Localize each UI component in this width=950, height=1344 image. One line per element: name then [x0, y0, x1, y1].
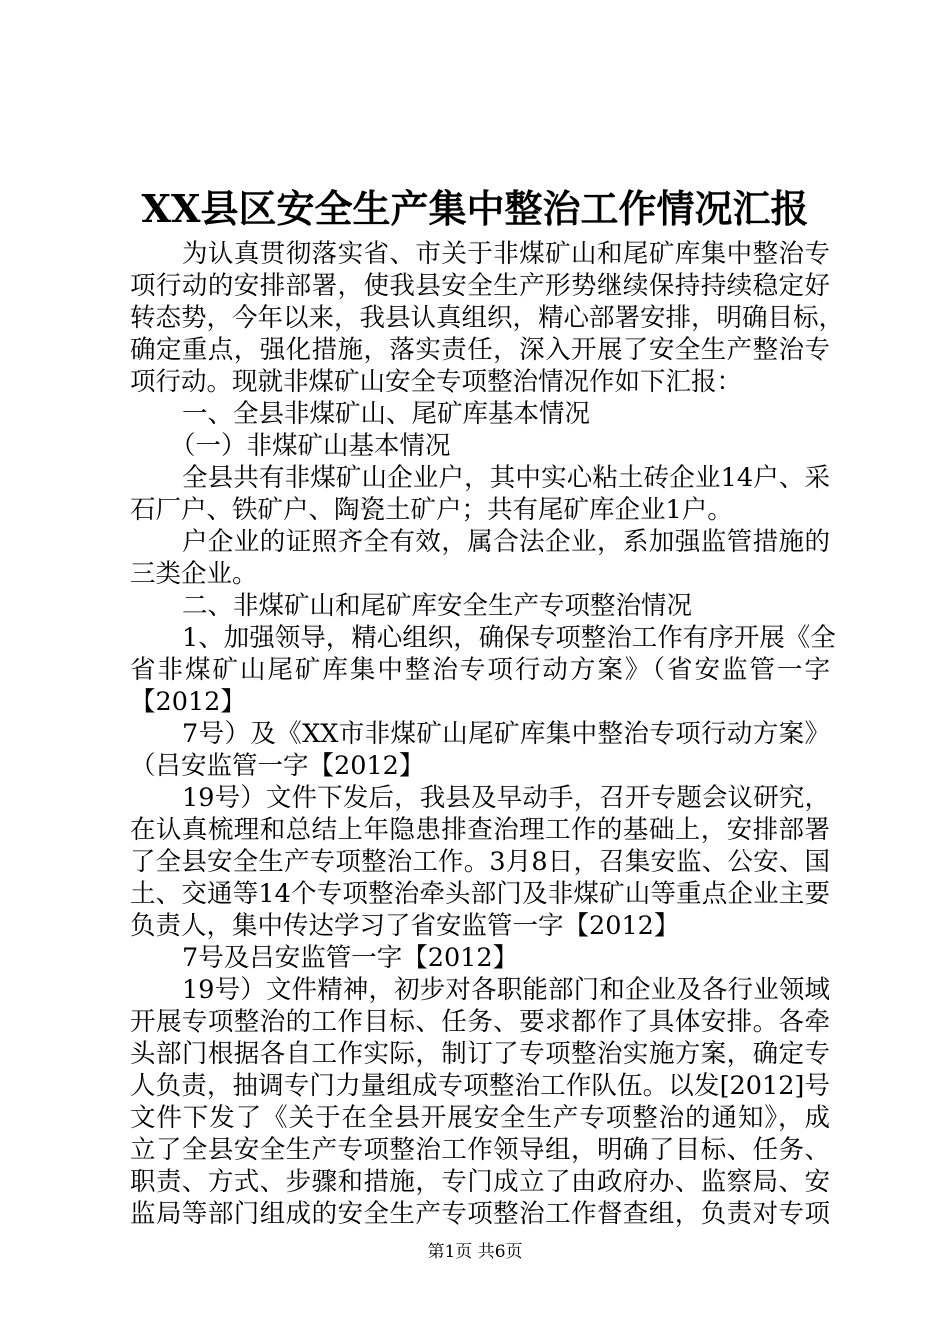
text-line: 1、加强领导，精心组织，确保专项整治工作有序开展《全: [182, 623, 836, 653]
text-line: 转态势，今年以来，我县认真组织，精心部署安排，明确目标，: [130, 303, 845, 333]
text-line: 立了全县安全生产专项整治工作领导组，明确了目标、任务、: [130, 1135, 830, 1165]
text-line: 省非煤矿山尾矿库集中整治专项行动方案》（省安监管一字: [130, 655, 830, 685]
text-line: 头部门根据各自工作实际，制订了专项整治实施方案，确定专: [130, 1039, 830, 1069]
text-line: 职责、方式、步骤和措施，专门成立了由政府办、监察局、安: [130, 1167, 830, 1197]
text-line: 二、非煤矿山和尾矿库安全生产专项整治情况: [182, 591, 693, 621]
text-line: 19号）文件下发后，我县及早动手，召开专题会议研究，: [182, 783, 830, 813]
text-line: 户企业的证照齐全有效，属合法企业，系加强监管措施的: [182, 527, 830, 557]
text-line: 项行动的安排部署，使我县安全生产形势继续保持持续稳定好: [130, 271, 830, 301]
text-line: 项行动。现就非煤矿山安全专项整治情况作如下汇报：: [130, 367, 743, 397]
text-line: 了全县安全生产专项整治工作。3月8日，召集安监、公安、国: [130, 847, 830, 877]
text-line: 文件下发了《关于在全县开展安全生产专项整治的通知》，成: [130, 1103, 830, 1133]
page-footer: 第1页 共6页: [427, 1242, 523, 1262]
text-line: 为认真贯彻落实省、市关于非煤矿山和尾矿库集中整治专: [182, 239, 830, 269]
text-line: （一）非煤矿山基本情况: [170, 431, 451, 461]
text-line: 【2012】: [130, 687, 246, 717]
text-line: 7号及吕安监管一字【2012】: [182, 943, 519, 973]
text-line: 三类企业。: [130, 559, 258, 589]
text-line: 土、交通等14个专项整治牵头部门及非煤矿山等重点企业主要: [130, 879, 830, 909]
text-line: 确定重点，强化措施，落实责任，深入开展了安全生产整治专: [130, 335, 830, 365]
text-line: 负责人，集中传达学习了省安监管一字【2012】: [130, 911, 680, 941]
text-line: 开展专项整治的工作目标、任务、要求都作了具体安排。各牵: [130, 1007, 830, 1037]
text-line: 一、全县非煤矿山、尾矿库基本情况: [182, 399, 591, 429]
text-line: 在认真梳理和总结上年隐患排查治理工作的基础上，安排部署: [130, 815, 830, 845]
text-line: （吕安监管一字【2012】: [130, 751, 425, 781]
document-body: [130, 238, 845, 1230]
text-line: 人负责，抽调专门力量组成专项整治工作队伍。以发[2012]号: [130, 1071, 830, 1101]
text-line: 石厂户、铁矿户、陶瓷土矿户；共有尾矿库企业1户。: [130, 495, 733, 525]
text-line: 监局等部门组成的安全生产专项整治工作督查组，负责对专项: [130, 1199, 830, 1229]
document-title: XX县区安全生产集中整治工作情况汇报: [141, 186, 809, 231]
text-line: 全县共有非煤矿山企业户，其中实心粘土砖企业14户、采: [182, 463, 830, 493]
text-line: 7号）及《XX市非煤矿山尾矿库集中整治专项行动方案》: [182, 719, 830, 749]
text-line: 19号）文件精神，初步对各职能部门和企业及各行业领域: [182, 975, 830, 1005]
